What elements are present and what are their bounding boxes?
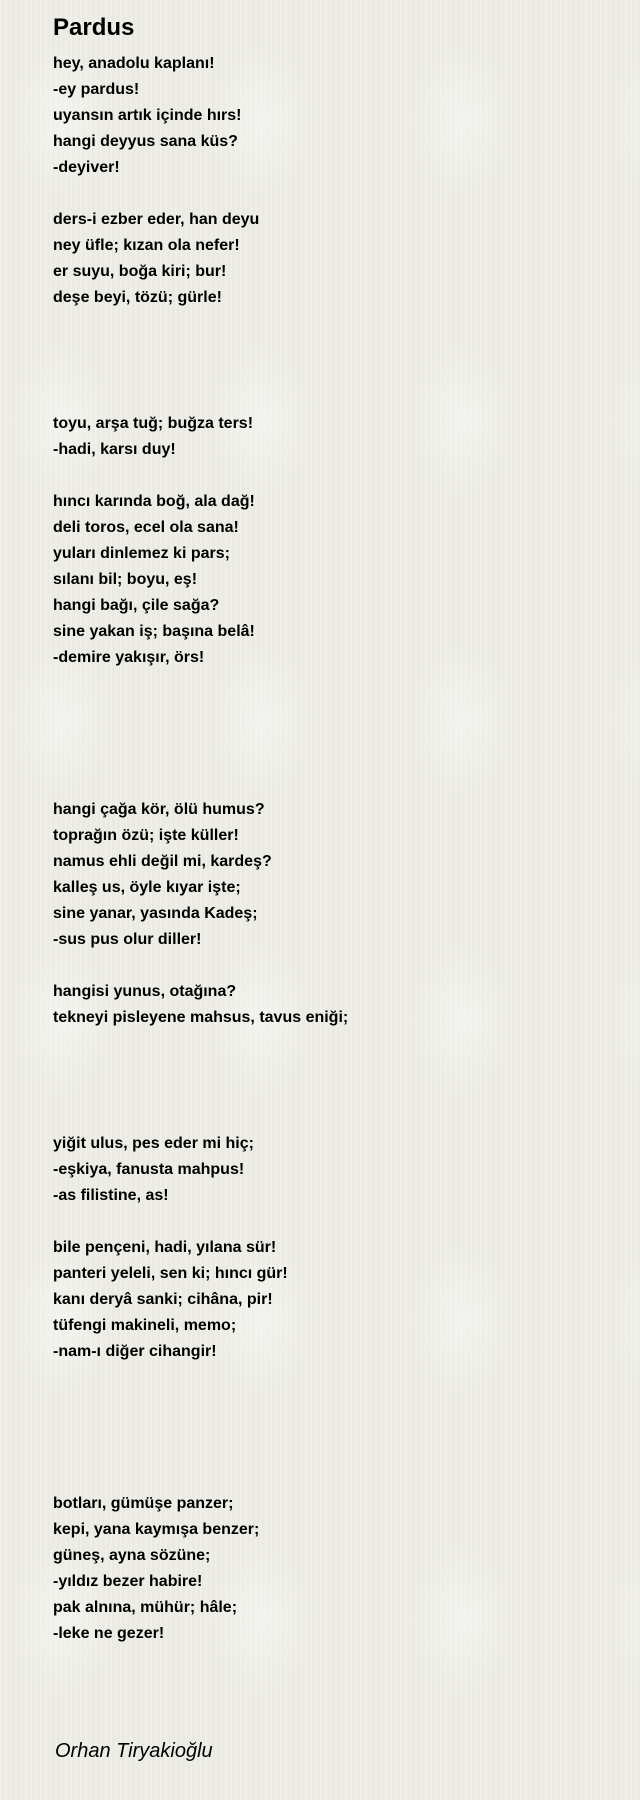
poem-line: -hadi, karsı duy! xyxy=(53,441,176,458)
poem-page xyxy=(53,0,613,1800)
stanza-6 xyxy=(53,979,613,1031)
poem-line: -demire yakışır, örs! xyxy=(53,649,205,666)
poem-body xyxy=(53,51,613,1647)
stanza-gap xyxy=(53,953,613,979)
poem-line: kalleş us, öyle kıyar işte; xyxy=(53,879,241,896)
poem-line: yuları dinlemez ki pars; xyxy=(53,545,230,562)
poem-line: deşe beyi, tözü; gürle! xyxy=(53,289,222,306)
stanza-gap xyxy=(53,1209,613,1235)
poem-line: tekneyi pisleyene mahsus, tavus eniği; xyxy=(53,1009,349,1026)
poem-line: deli toros, ecel ola sana! xyxy=(53,519,239,536)
poem-line: namus ehli değil mi, kardeş? xyxy=(53,853,272,870)
poem-line: botları, gümüşe panzer; xyxy=(53,1495,234,1512)
poem-author: Orhan Tiryakioğlu xyxy=(55,1740,213,1762)
stanza-8 xyxy=(53,1235,613,1365)
poem-line: bile pençeni, hadi, yılana sür! xyxy=(53,1239,277,1256)
poem-line: güneş, ayna sözüne; xyxy=(53,1547,211,1564)
poem-line: er suyu, boğa kiri; bur! xyxy=(53,263,227,280)
stanza-gap xyxy=(53,463,613,489)
poem-line: toyu, arşa tuğ; buğza ters! xyxy=(53,415,254,432)
section-gap xyxy=(53,1031,613,1131)
poem-line: hangi bağı, çile sağa? xyxy=(53,597,220,614)
poem-line: kanı deryâ sanki; cihâna, pir! xyxy=(53,1291,273,1308)
stanza-9 xyxy=(53,1491,613,1647)
stanza-5 xyxy=(53,797,613,953)
poem-line: hey, anadolu kaplanı! xyxy=(53,55,215,72)
poem-title: Pardus xyxy=(53,14,135,41)
stanza-3 xyxy=(53,411,613,463)
poem-line: -yıldız bezer habire! xyxy=(53,1573,203,1590)
poem-line: panteri yeleli, sen ki; hıncı gür! xyxy=(53,1265,288,1282)
poem-line: sine yakan iş; başına belâ! xyxy=(53,623,255,640)
poem-line: -leke ne gezer! xyxy=(53,1625,165,1642)
poem-line: toprağın özü; işte küller! xyxy=(53,827,239,844)
section-gap xyxy=(53,671,613,797)
section-gap xyxy=(53,311,613,411)
stanza-2 xyxy=(53,207,613,311)
stanza-1 xyxy=(53,51,613,181)
poem-line: tüfengi makineli, memo; xyxy=(53,1317,237,1334)
poem-line: uyansın artık içinde hırs! xyxy=(53,107,242,124)
section-gap xyxy=(53,1365,613,1491)
poem-line: yiğit ulus, pes eder mi hiç; xyxy=(53,1135,254,1152)
poem-line: -nam-ı diğer cihangir! xyxy=(53,1343,217,1360)
stanza-7 xyxy=(53,1131,613,1209)
poem-line: hıncı karında boğ, ala dağ! xyxy=(53,493,255,510)
poem-line: hangi çağa kör, ölü humus? xyxy=(53,801,265,818)
poem-line: pak alnına, mühür; hâle; xyxy=(53,1599,238,1616)
poem-line: -eşkiya, fanusta mahpus! xyxy=(53,1161,245,1178)
stanza-4 xyxy=(53,489,613,671)
poem-line: hangisi yunus, otağına? xyxy=(53,983,237,1000)
poem-line: -sus pus olur diller! xyxy=(53,931,202,948)
poem-line: -as filistine, as! xyxy=(53,1187,169,1204)
poem-line: -deyiver! xyxy=(53,159,120,176)
poem-line: hangi deyyus sana küs? xyxy=(53,133,238,150)
poem-line: ders-i ezber eder, han deyu xyxy=(53,211,260,228)
poem-line: sine yanar, yasında Kadeş; xyxy=(53,905,258,922)
poem-line: sılanı bil; boyu, eş! xyxy=(53,571,198,588)
stanza-gap xyxy=(53,181,613,207)
poem-line: -ey pardus! xyxy=(53,81,140,98)
poem-line: kepi, yana kaymışa benzer; xyxy=(53,1521,260,1538)
poem-line: ney üfle; kızan ola nefer! xyxy=(53,237,240,254)
